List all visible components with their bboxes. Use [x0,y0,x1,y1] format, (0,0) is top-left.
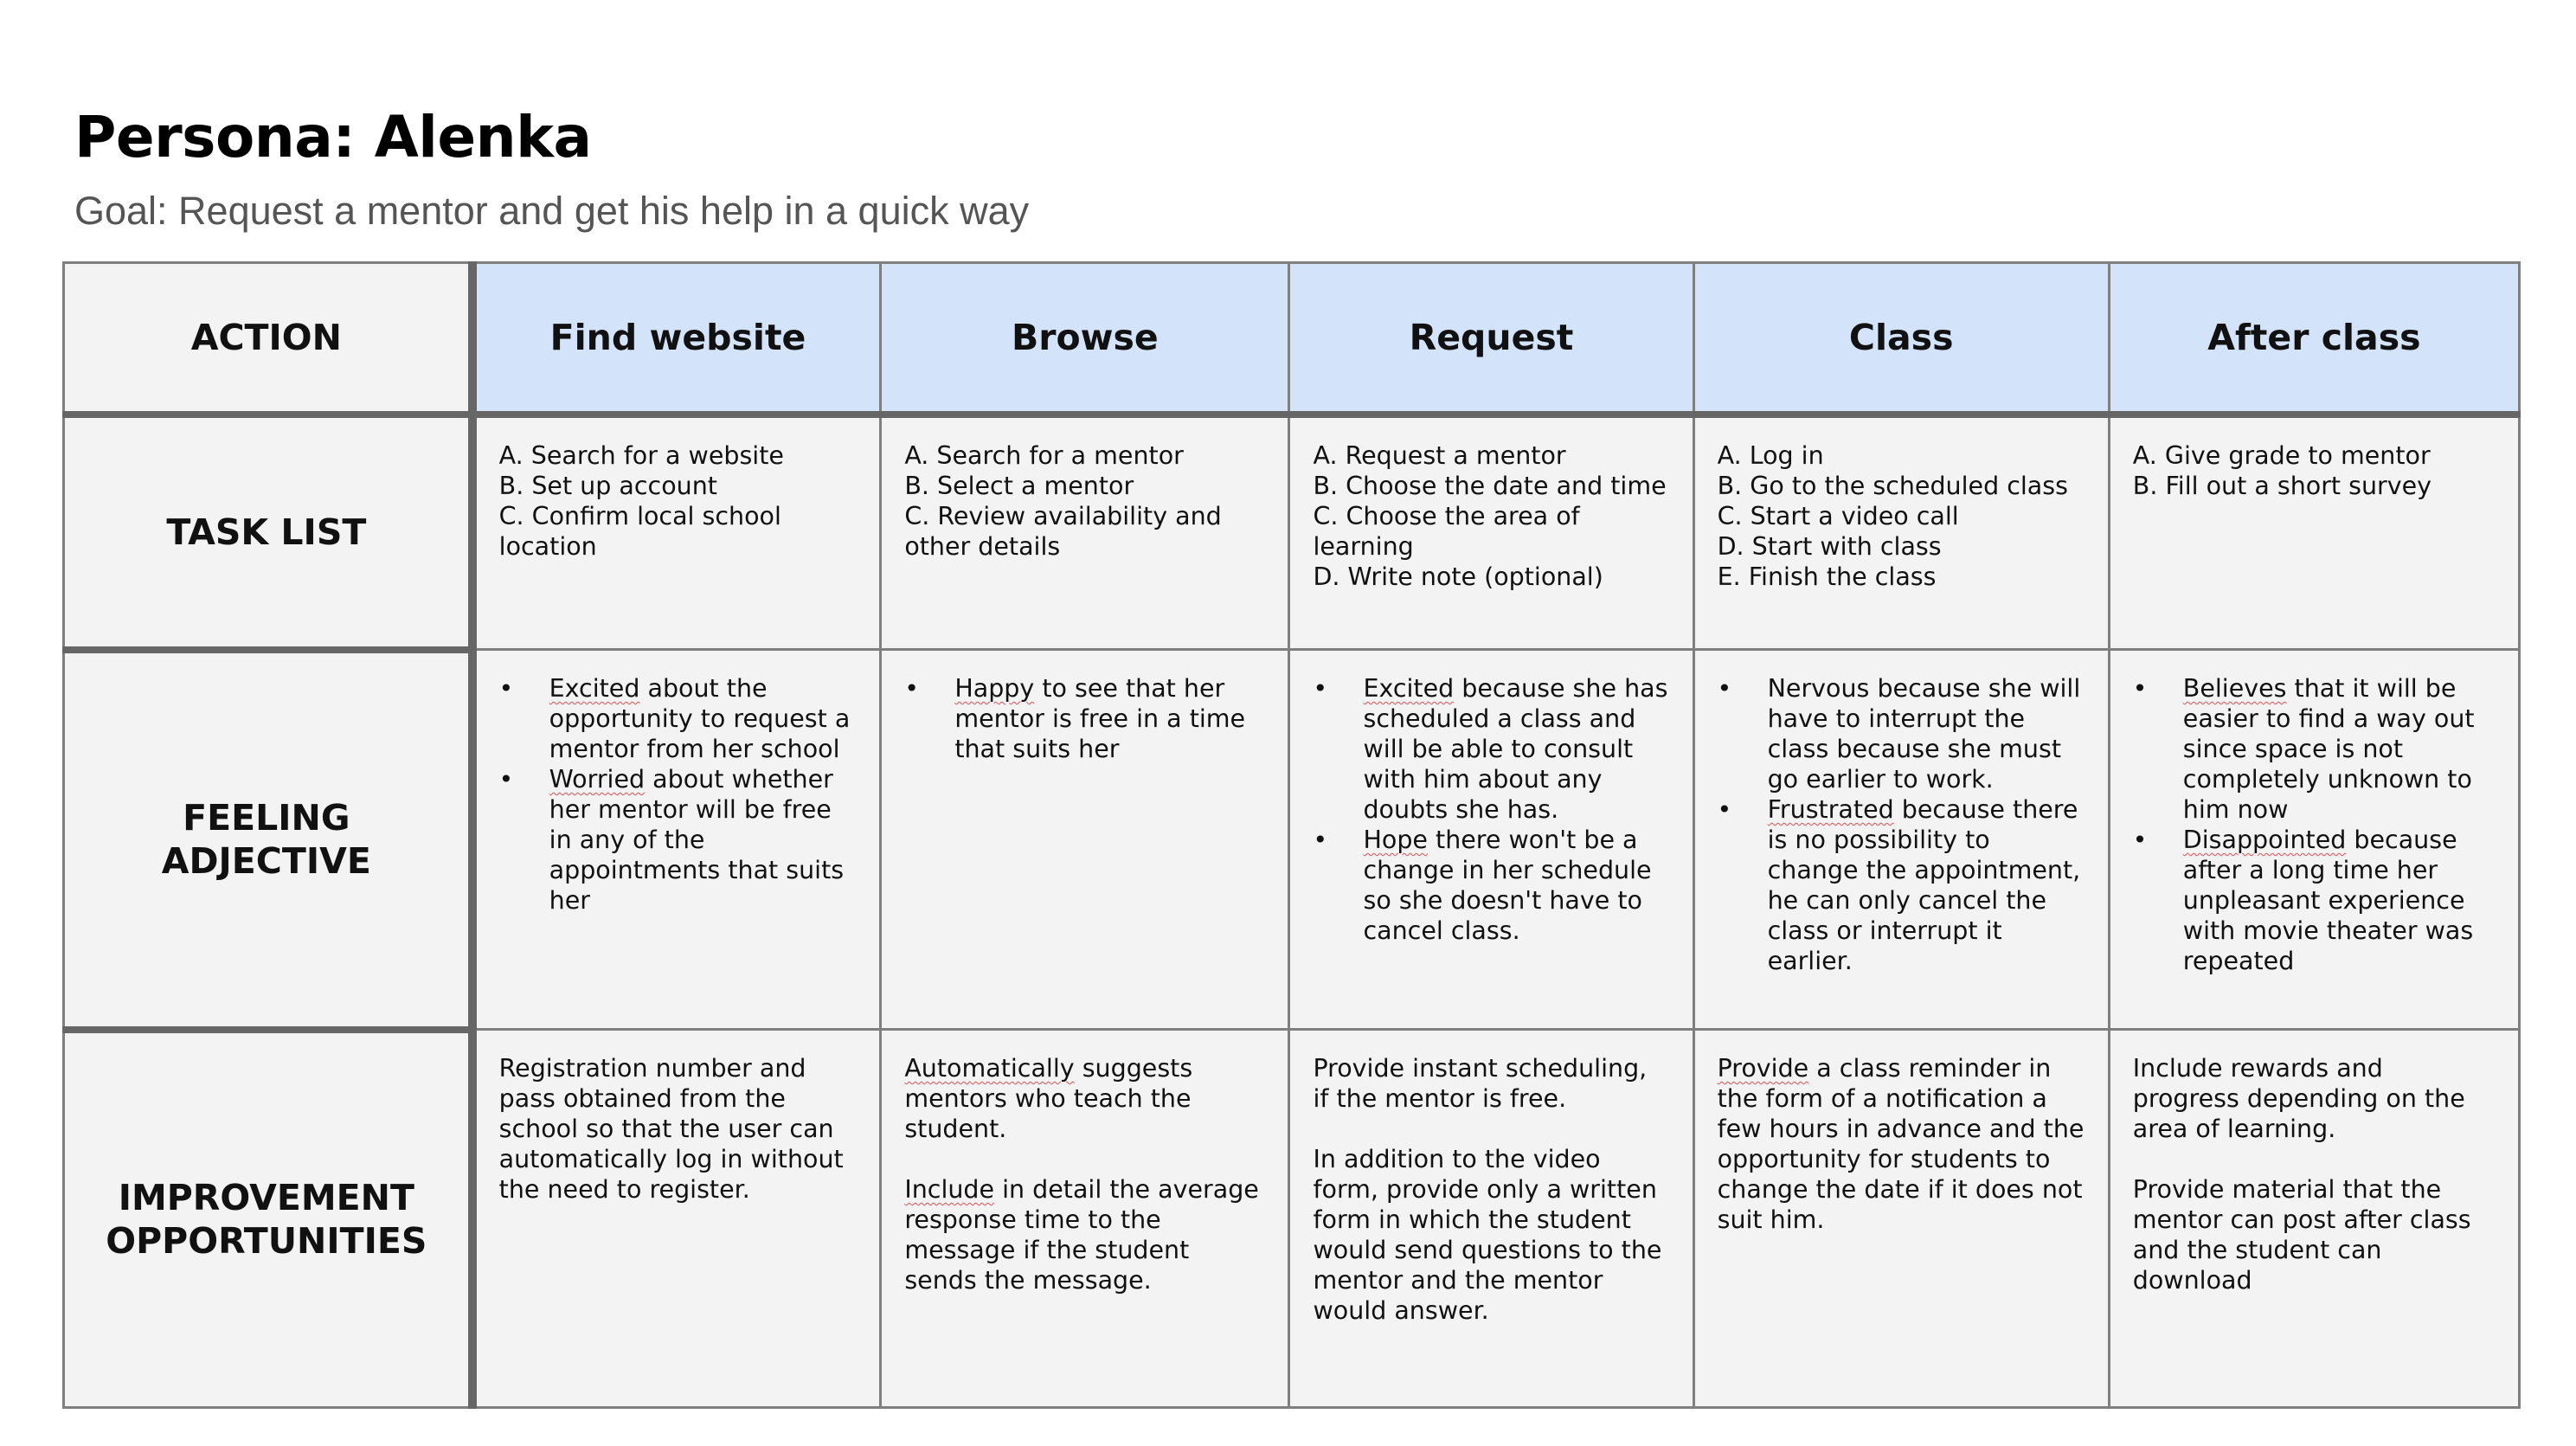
tasks-request [1289,415,1693,650]
improvement-item [1718,1053,2085,1235]
feeling-adjective: Happy [954,674,1035,703]
improvement-text: Provide material that the mentor can post after class and the student can download [2132,1175,2471,1295]
task-list-row [64,415,2520,650]
feeling-adjective: Hope [1363,826,1428,854]
feeling-item [2132,673,2496,825]
row-label-improvement-opportunities [64,1030,472,1408]
feeling-list [1313,673,1669,946]
improvement-text: suggests mentors who teach the student. [904,1054,1193,1143]
task-item: B. Select a mentor [904,472,1134,500]
task-item: A. Search for a website [498,441,784,470]
tasks-browse [881,415,1289,650]
improvement-text: Provide instant scheduling, if the mentor is free. [1313,1054,1648,1113]
feeling-item [1313,825,1669,946]
feeling-item [498,764,858,916]
feeling-row [64,650,2520,1030]
feelings-request [1289,650,1693,1030]
improvements-browse [881,1030,1289,1408]
feeling-item [904,673,1265,764]
feeling-adjective: Worried [549,765,646,794]
improvement-lead: Automatically [904,1054,1075,1083]
improvement-row [64,1030,2520,1408]
improvement-text: Registration number and pass obtained from the school so that the user can automatically log in without the need to register. [498,1054,844,1204]
stage-header-request: Request [1289,263,1693,415]
feelings-find-website [472,650,881,1030]
task-item: B. Go to the scheduled class [1717,472,2068,500]
page-title: Persona: Alenka [74,104,592,170]
feeling-text: that it will be easier to find a way out since space is not completely unknown to him now [2182,674,2475,824]
header-row [64,263,2520,415]
feeling-list [1718,673,2085,976]
feeling-item [498,673,858,764]
improvement-text: in detail the average response time to the message if the student sends the message. [904,1175,1259,1295]
tasks-class [1693,415,2109,650]
improvement-text: a class reminder in the form of a notification a few hours in advance and the opportunity for students to change the date if it does not suit him. [1717,1054,2085,1234]
improvement-lead: Provide [1717,1054,1809,1083]
task-item: E. Finish the class [1717,562,1937,591]
feeling-text: to see that her mentor is free in a time that suits her [954,674,1246,763]
row-label-feeling-adjective [64,650,472,1030]
task-item: A. Give grade to mentor [2132,441,2431,470]
bullet-icon: • [498,765,514,794]
row-label-feeling-line1: FEELING [183,797,350,839]
improvements-find-website [472,1030,881,1408]
improvement-text: In addition to the video form, provide only a written form in which the student would send questions to the mentor and the mentor would answer. [1313,1145,1662,1325]
task-item: B. Fill out a short survey [2132,472,2432,500]
improvement-item [1313,1053,1669,1114]
feeling-adjective: Excited [549,674,640,703]
journey-map-table [62,261,2521,1409]
bullet-icon: • [1717,674,1732,703]
stage-header-class: Class [1693,263,2109,415]
page-subtitle-goal: Goal: Request a mentor and get his help in a quick way [74,189,1030,233]
feeling-adjective: Frustrated [1767,795,1894,824]
improvement-item [1313,1144,1669,1326]
bullet-icon: • [1313,826,1327,854]
row-label-feeling-line2: ADJECTIVE [161,840,371,882]
feeling-adjective: Excited [1363,674,1455,703]
row-label-improvement-line2: OPPORTUNITIES [106,1220,427,1263]
row-label-action: ACTION [64,263,472,415]
bullet-icon: • [2132,674,2148,703]
improvement-item [2133,1174,2496,1295]
improvements-class [1693,1030,2109,1408]
task-item: D. Start with class [1717,532,1942,561]
task-item: B. Set up account [498,472,717,500]
bullet-icon: • [1313,674,1327,703]
stage-header-after-class: After class [2109,263,2519,415]
improvement-item [2133,1053,2496,1144]
feelings-after-class [2109,650,2519,1030]
feeling-item [1313,673,1669,825]
feeling-text: because there is no possibility to change the appointment, he can only cancel the class or interrupt it earlier. [1767,795,2081,975]
feeling-text: Nervous because she will have to interrupt the class because she must go earlier to work. [1767,674,2081,794]
improvement-item [904,1053,1265,1144]
task-item: C. Confirm local school location [498,502,781,561]
task-item: D. Write note (optional) [1313,562,1603,591]
improvement-lead: Include [904,1175,995,1204]
task-item: A. Log in [1717,441,1824,470]
bullet-icon: • [498,674,514,703]
feeling-list [904,673,1265,764]
feeling-list [2133,673,2496,976]
bullet-icon: • [1717,795,1732,824]
tasks-find-website [472,415,881,650]
improvements-request [1289,1030,1693,1408]
feeling-text: there won't be a change in her schedule so she doesn't have to cancel class. [1363,826,1652,945]
stage-header-browse: Browse [881,263,1289,415]
feeling-item [1717,673,2085,794]
improvement-text: Include rewards and progress depending on the area of learning. [2132,1054,2465,1143]
task-item: C. Choose the area of learning [1313,502,1580,561]
task-item: C. Review availability and other details [904,502,1222,561]
feeling-text: because after a long time her unpleasant experience with movie theater was repeated [2182,826,2474,975]
feeling-item [2132,825,2496,976]
feelings-browse [881,650,1289,1030]
feeling-list [499,673,858,916]
feeling-text: about whether her mentor will be free in any of the appointments that suits her [549,765,845,915]
stage-header-find-website: Find website [472,263,881,415]
task-item: B. Choose the date and time [1313,472,1667,500]
task-item: A. Search for a mentor [904,441,1184,470]
bullet-icon: • [2132,826,2148,854]
improvement-item [904,1174,1265,1295]
feeling-adjective: Believes [2182,674,2287,703]
tasks-after-class [2109,415,2519,650]
task-item: A. Request a mentor [1313,441,1566,470]
improvement-item [499,1053,858,1205]
row-label-task-list: TASK LIST [64,415,472,650]
bullet-icon: • [904,674,919,703]
feelings-class [1693,650,2109,1030]
row-label-improvement-line1: IMPROVEMENT [118,1177,414,1219]
improvements-after-class [2109,1030,2519,1408]
feeling-text: because she has scheduled a class and will be able to consult with him about any doubts she has. [1363,674,1668,824]
feeling-text: about the opportunity to request a mentor from her school [549,674,851,763]
feeling-adjective: Disappointed [2182,826,2347,854]
feeling-item [1717,794,2085,976]
task-item: C. Start a video call [1717,502,1959,530]
